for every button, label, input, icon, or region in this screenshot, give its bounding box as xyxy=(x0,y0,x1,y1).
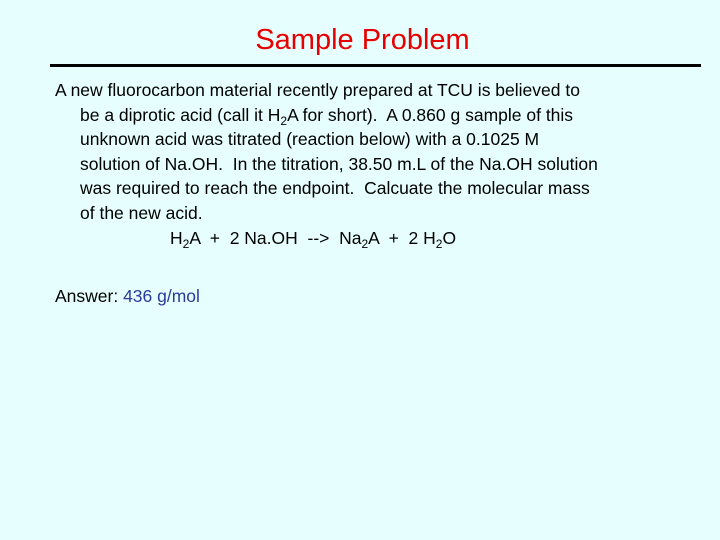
problem-line-2b: A for short). A 0.860 g sample of this xyxy=(287,104,574,125)
answer-value: 436 g/mol xyxy=(123,286,200,306)
problem-subscript: 2 xyxy=(280,113,288,128)
problem-line-6: of the new acid. xyxy=(80,202,203,223)
problem-line-1: A new fluorocarbon material recently prepared at TCU is believed to xyxy=(55,80,580,100)
eq-sub-3: 2 xyxy=(435,237,443,251)
title-divider xyxy=(50,64,701,67)
problem-line-4: solution of Na.OH. In the titration, 38.50 m.L of the Na.OH solution xyxy=(80,153,598,174)
eq-sub-2: 2 xyxy=(361,237,369,251)
answer xyxy=(55,284,200,308)
problem-line-3: unknown acid was titrated (reaction below) with a 0.1025 M xyxy=(80,129,540,149)
slide-title: Sample Problem xyxy=(255,24,470,56)
eq-part-3: A + 2 H xyxy=(368,228,436,248)
eq-sub-1: 2 xyxy=(182,237,190,251)
eq-part-1: H xyxy=(170,228,183,248)
problem-line-5: was required to reach the endpoint. Calcuate the molecular mass xyxy=(80,178,590,198)
answer-label: Answer: xyxy=(55,286,124,306)
reaction-equation xyxy=(170,226,456,250)
problem-statement xyxy=(55,78,700,225)
eq-part-4: O xyxy=(442,228,457,248)
eq-part-2: A + 2 Na.OH --> Na xyxy=(189,228,362,248)
problem-line-2a: be a diprotic acid (call it H xyxy=(80,104,281,125)
